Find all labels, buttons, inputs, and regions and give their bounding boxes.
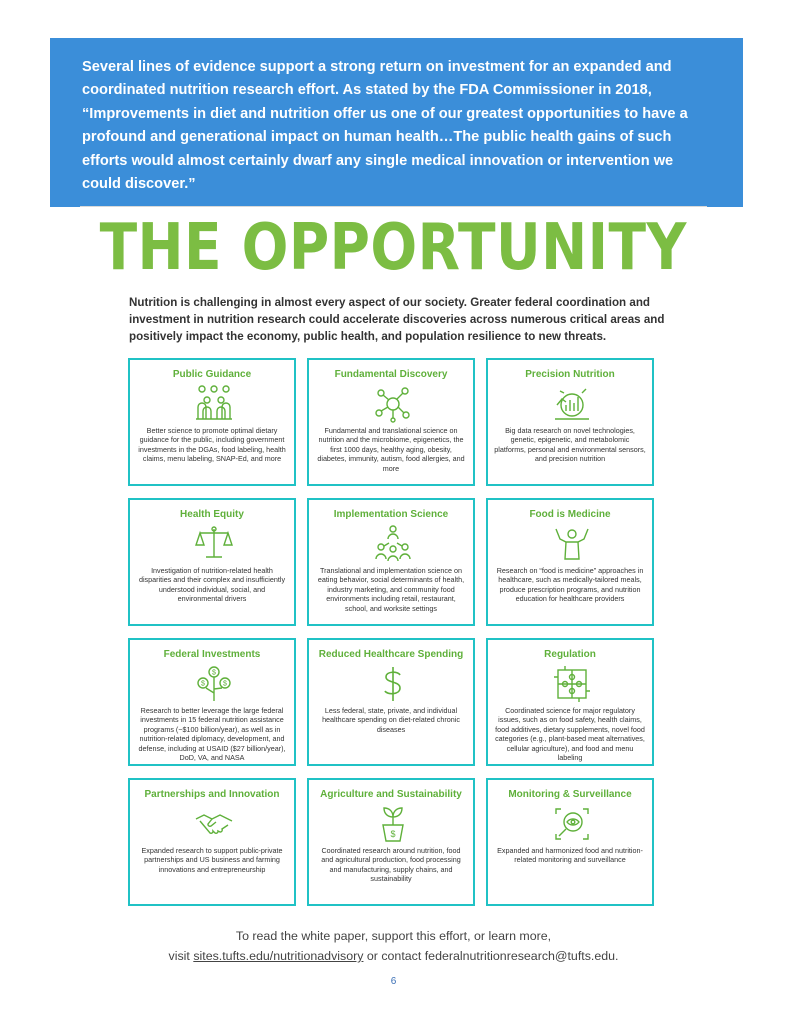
sprout-pot-icon [373,805,413,843]
banner-quote: Several lines of evidence support a strong return on investment for an expanded and coordinated nutrition research effort. As stated by the FDA Commissioner in 2018, “Improvements in diet and nutrition offer us one of our greatest opportunities to have a profound and generational impact on human health…The public health gains of such efforts would almost certainly dwarf any single medical innovation or intervention we could discover.” [82,59,688,193]
svg-text:$: $ [390,829,396,839]
card-text: Fundamental and translational science on nutrition and the microbiome, epigenetics, the first 1000 days, healthy aging, obesity, diabetes, immunity, autism, food allergies, and more [317,426,465,473]
card-text: Investigation of nutrition-related health disparities and their complex and insufficiently understood individual, social, and environmental drivers [138,566,286,604]
card-text: Big data research on novel technologies, genetic, epigenetic, and metabolomic platforms, personal and environmental sensors, and precision nutrition [494,426,646,464]
card-text: Better science to promote optimal dietary guidance for the public, including government investments in the DGAs, food labeling, health claims, menu labeling, SNAP-Ed, and more [138,426,286,464]
card-title: Public Guidance [172,369,252,380]
card-public-guidance [128,358,296,486]
page-title: THE OPPORTUNITY [99,211,687,285]
card-title: Health Equity [180,509,244,520]
svg-text:$: $ [201,680,205,688]
footer [0,926,787,966]
website-link[interactable]: sites.tufts.edu/nutritionadvisory [193,949,364,963]
footer-visit: visit [168,949,194,963]
card-title: Agriculture and Sustainability [320,789,462,800]
strong-person-icon [552,525,592,563]
money-plant-icon [194,665,234,703]
footer-line-2 [0,946,787,966]
card-text: Research to better leverage the large federal investments in 15 federal nutrition assistance programs (~$100 billion/year), as well as in nutrition-related diplomacy, development, and defense, including at USAID ($27 billion/year), DoD, VA, and NASA [138,706,286,763]
card-precision-nutrition [486,358,654,486]
card-monitoring-and-surveillance [486,778,654,906]
card-title: Reduced Healthcare Spending [318,649,464,660]
svg-text:$: $ [212,669,216,677]
quote-banner [50,38,743,207]
magnifier-eye-icon [552,805,592,843]
card-title: Precision Nutrition [525,369,615,380]
card-federal-investments [128,638,296,766]
card-text: Coordinated science for major regulatory issues, such as on food safety, health claims, food additives, dietary supplements, novel food categories (e.g., plant-based meat alternatives, cellular agriculture), and food and menu labeling [495,706,645,763]
divider [80,206,707,207]
card-food-is-medicine [486,498,654,626]
puzzle-icon [552,665,592,703]
card-implementation-science [307,498,475,626]
card-text: Coordinated research around nutrition, food and agricultural production, food processing and manufacturing, supply chains, and sustainability [321,846,461,884]
card-text: Translational and implementation science on eating behavior, social determinants of health, industry marketing, and community food environments including retail, restaurant, school, and worksite settings [317,566,465,613]
card-title: Food is Medicine [529,509,611,520]
community-network-icon [373,525,413,563]
card-title: Federal Investments [163,649,261,660]
card-text: Expanded research to support public-private partnerships and US business and farming innovations and entrepreneurship [141,846,283,874]
data-chart-icon [552,385,592,423]
card-regulation [486,638,654,766]
svg-text:$: $ [223,680,227,688]
card-title: Fundamental Discovery [334,369,448,380]
card-title: Implementation Science [333,509,449,520]
card-health-equity [128,498,296,626]
card-text: Less federal, state, private, and individual healthcare spending on diet-related chronic diseases [322,706,460,734]
scales-icon [194,525,234,563]
card-agriculture-and-sustainability [307,778,475,906]
dollar-sign-icon [373,665,413,703]
card-text: Expanded and harmonized food and nutrition-related monitoring and surveillance [497,846,643,865]
card-title: Monitoring & Surveillance [508,789,632,800]
footer-line-1: To read the white paper, support this effort, or learn more, [235,929,552,943]
card-reduced-healthcare-spending [307,638,475,766]
card-title: Regulation [544,649,596,660]
card-partnerships-and-innovation [128,778,296,906]
card-title: Partnerships and Innovation [144,789,280,800]
molecule-network-icon [373,385,413,423]
card-text: Research on “food is medicine” approaches in healthcare, such as medically-tailored meals, produce prescription programs, and nutrition education for healthcare providers [496,566,644,604]
handshake-icon [194,805,234,843]
intro-paragraph: Nutrition is challenging in almost every aspect of our society. Greater federal coordination and investment in nutrition research could accelerate discoveries across numerous critical areas and positively impact the economy, public health, and population resilience to new threats. [129,296,665,343]
people-group-icon [194,385,234,423]
card-fundamental-discovery [307,358,475,486]
footer-contact: or contact federalnutritionresearch@tufts.edu. [363,949,619,963]
page-number: 6 [390,976,397,987]
